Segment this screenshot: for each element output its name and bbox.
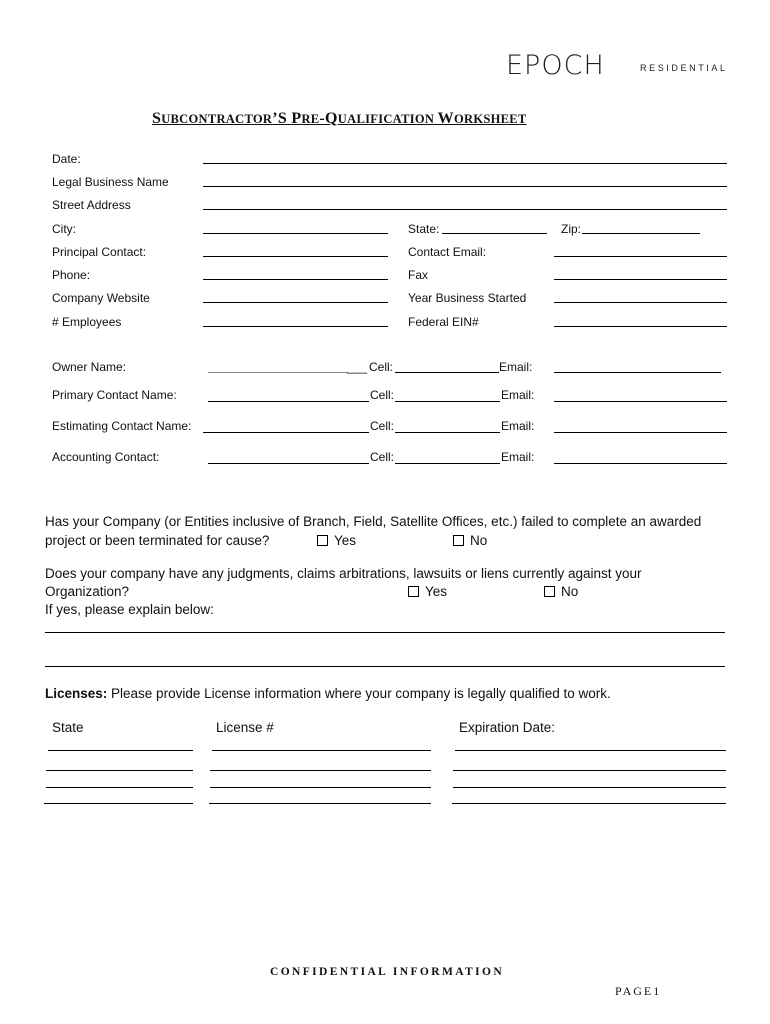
question-2-yes[interactable] — [408, 584, 447, 599]
estimating-cell-label: Cell: — [370, 419, 395, 433]
licenses-intro — [45, 686, 611, 701]
license-state-row-1[interactable] — [48, 750, 193, 751]
primary-contact-label: Primary Contact Name: — [52, 388, 177, 402]
license-number-row-4[interactable] — [209, 803, 431, 804]
zip-field[interactable] — [582, 233, 700, 234]
question-1-text: Has your Company (or Entities inclusive of Branch, Field, Satellite Offices, etc.) failed to complete an awarded — [45, 514, 702, 529]
contact-email-label: Contact Email: — [408, 245, 487, 259]
date-label: Date: — [52, 152, 81, 166]
website-field[interactable] — [203, 302, 388, 303]
checkbox-icon — [408, 586, 419, 597]
title-part-4-initial: W — [437, 110, 454, 127]
explain-prompt: If yes, please explain below: — [45, 602, 214, 617]
owner-prefix: ___ — [347, 360, 368, 374]
title-part-2-rest: RE — [301, 112, 320, 126]
accounting-email-label: Email: — [501, 450, 535, 464]
phone-field[interactable] — [203, 279, 388, 280]
column-license: License # — [216, 720, 274, 735]
street-label: Street Address — [52, 198, 131, 212]
primary-email-label: Email: — [501, 388, 535, 402]
accounting-cell-label: Cell: — [370, 450, 395, 464]
license-expiration-row-3[interactable] — [453, 787, 726, 788]
column-state: State — [52, 720, 84, 735]
contact-email-field[interactable] — [554, 256, 727, 257]
year-started-label: Year Business Started — [408, 291, 527, 305]
question-1-yes[interactable] — [317, 533, 356, 548]
year-started-field[interactable] — [554, 302, 727, 303]
phone-label: Phone: — [52, 268, 91, 282]
checkbox-icon — [544, 586, 555, 597]
employees-label: # Employees — [52, 315, 122, 329]
page-title — [152, 110, 527, 128]
question-1-no[interactable] — [453, 533, 487, 548]
federal-ein-label: Federal EIN# — [408, 315, 479, 329]
company-logo: EPOCH — [506, 50, 605, 81]
no-label: No — [561, 584, 579, 599]
license-state-row-3[interactable] — [46, 787, 193, 788]
date-field[interactable] — [203, 163, 727, 164]
state-field[interactable] — [442, 233, 547, 234]
owner-name-field[interactable] — [208, 372, 348, 373]
licenses-heading: Licenses: — [45, 686, 108, 701]
accounting-contact-field[interactable] — [208, 463, 369, 464]
owner-email-label: Email: — [499, 360, 533, 374]
accounting-contact-label: Accounting Contact: — [52, 450, 160, 464]
owner-cell-label: Cell: — [369, 360, 394, 374]
federal-ein-field[interactable] — [554, 326, 727, 327]
title-part-0-initial: S — [152, 110, 162, 127]
question-1-text-2: project or been terminated for cause? — [45, 533, 270, 548]
city-label: City: — [52, 222, 76, 236]
legal-name-field[interactable] — [203, 186, 727, 187]
question-2-no[interactable] — [544, 584, 578, 599]
estimating-cell-field[interactable] — [395, 432, 500, 433]
primary-contact-field[interactable] — [208, 401, 369, 402]
title-part-1-initial: ’S — [272, 110, 292, 127]
website-label: Company Website — [52, 291, 150, 305]
confidential-notice: CONFIDENTIAL INFORMATION — [270, 966, 505, 978]
fax-field[interactable] — [554, 279, 727, 280]
title-part-3-rest: UALIFICATION — [337, 112, 438, 126]
checkbox-icon — [317, 535, 328, 546]
license-expiration-row-1[interactable] — [455, 750, 726, 751]
column-expiration: Expiration Date: — [459, 720, 556, 735]
license-expiration-row-2[interactable] — [453, 770, 726, 771]
title-part-0-rest: UBCONTRACTOR — [161, 112, 273, 126]
licenses-text: Please provide License information where your company is legally qualified to work. — [107, 686, 611, 701]
license-number-row-2[interactable] — [210, 770, 431, 771]
principal-contact-field[interactable] — [203, 256, 388, 257]
checkbox-icon — [453, 535, 464, 546]
owner-cell-field[interactable] — [395, 372, 499, 373]
primary-cell-field[interactable] — [395, 401, 500, 402]
question-2-text-2: Organization? — [45, 584, 130, 599]
primary-email-field[interactable] — [554, 401, 727, 402]
title-part-2-initial: P — [291, 110, 302, 127]
legal-name-label: Legal Business Name — [52, 175, 169, 189]
title-part-4-rest: ORKSHEET — [453, 112, 527, 126]
employees-field[interactable] — [203, 326, 388, 327]
license-number-row-3[interactable] — [210, 787, 431, 788]
principal-contact-label: Principal Contact: — [52, 245, 147, 259]
license-state-row-4[interactable] — [44, 803, 193, 804]
state-label: State: — [408, 222, 440, 236]
page-number: PAGE1 — [615, 984, 662, 998]
primary-cell-label: Cell: — [370, 388, 395, 402]
explain-line-2[interactable] — [45, 666, 725, 667]
accounting-cell-field[interactable] — [395, 463, 500, 464]
estimating-email-field[interactable] — [554, 432, 727, 433]
explain-line-1[interactable] — [45, 632, 725, 633]
estimating-contact-label: Estimating Contact Name: — [52, 419, 192, 433]
estimating-contact-field[interactable] — [203, 432, 369, 433]
fax-label: Fax — [408, 268, 429, 282]
owner-name-label: Owner Name: — [52, 360, 127, 374]
yes-label: Yes — [334, 533, 357, 548]
title-part-3-initial: -Q — [319, 110, 338, 127]
logo-subtitle: RESIDENTIAL — [640, 63, 728, 73]
yes-label: Yes — [425, 584, 448, 599]
license-number-row-1[interactable] — [212, 750, 431, 751]
accounting-email-field[interactable] — [554, 463, 727, 464]
license-state-row-2[interactable] — [46, 770, 193, 771]
zip-label: Zip: — [561, 222, 582, 236]
street-field[interactable] — [203, 209, 727, 210]
estimating-email-label: Email: — [501, 419, 535, 433]
license-expiration-row-4[interactable] — [452, 803, 726, 804]
owner-email-field[interactable] — [554, 372, 721, 373]
question-2-text: Does your company have any judgments, claims arbitrations, lawsuits or liens currently against your — [45, 566, 642, 581]
no-label: No — [470, 533, 488, 548]
city-field[interactable] — [203, 233, 388, 234]
